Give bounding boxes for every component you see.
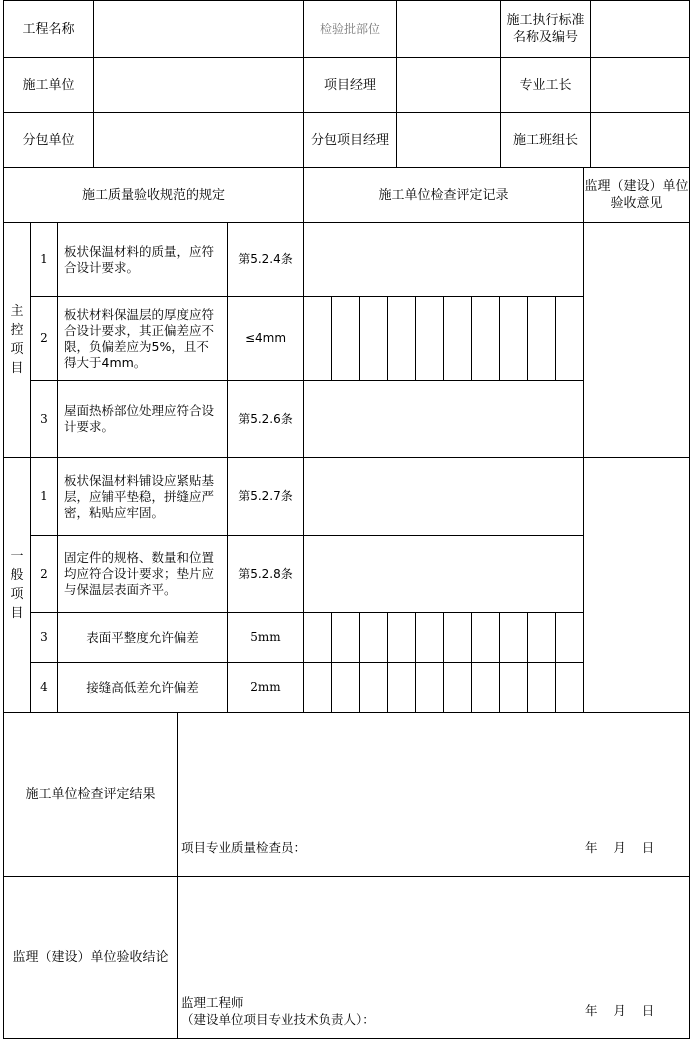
record-column-header: 施工单位检查评定记录 xyxy=(378,187,509,203)
conclusion-label: 监理（建设）单位验收结论 xyxy=(12,950,169,965)
sub-project-manager-value[interactable] xyxy=(397,113,500,167)
item-text: 板状保温材料的质量，应符合设计要求。 xyxy=(64,243,215,275)
item-number: 1 xyxy=(40,489,48,503)
group-char: 控 xyxy=(10,323,24,338)
supervision-column-header xyxy=(584,168,689,222)
measurement-cell-divider xyxy=(499,296,500,380)
measurement-cell-divider xyxy=(415,296,416,380)
measurement-cell-divider xyxy=(331,296,332,380)
inspection-part-label: 检验批部位 xyxy=(319,21,380,36)
item-clause: 5mm xyxy=(250,630,281,644)
item-text: 固定件的规格、数量和位置均应符合设计要求；垫片应与保温层表面齐平。 xyxy=(64,550,215,597)
construction-unit-value[interactable] xyxy=(94,58,303,112)
project-manager-value[interactable] xyxy=(397,58,500,112)
item-text: 板状保温材料铺设应紧贴基层，应铺平垫稳，拼缝应严密，粘贴应牢固。 xyxy=(64,472,215,520)
item-number: 2 xyxy=(40,566,48,581)
foreman-value[interactable] xyxy=(591,58,689,112)
group-char: 项 xyxy=(10,342,24,357)
measurement-cell-divider xyxy=(443,296,444,380)
inspector-label: 项目专业质量检查员： xyxy=(181,840,307,855)
result-date: 年 月 日 xyxy=(585,840,655,855)
standard-label-line1: 施工执行标准 xyxy=(506,13,585,28)
group-char: 主 xyxy=(10,304,24,319)
standard-value[interactable] xyxy=(591,1,689,57)
group-char: 目 xyxy=(10,361,24,376)
measurement-cell-divider xyxy=(443,612,444,712)
item-text: 表面平整度允许偏差 xyxy=(86,630,199,645)
group-char: 项 xyxy=(10,587,24,602)
conclusion-date: 年 月 日 xyxy=(585,1003,655,1018)
team-leader-label: 施工班组长 xyxy=(512,132,578,148)
measurement-cell-divider xyxy=(415,612,416,712)
general-group-label xyxy=(4,458,30,712)
item-number: 3 xyxy=(40,630,48,644)
item-text: 板状材料保温层的厚度应符合设计要求，其正偏差应不限，负偏差应为5%，且不得大于4mm。 xyxy=(64,306,215,370)
group-char: 般 xyxy=(10,568,24,583)
team-leader-value[interactable] xyxy=(591,113,689,167)
item-clause: 2mm xyxy=(250,680,281,694)
result-label: 施工单位检查评定结果 xyxy=(25,787,156,802)
measurement-cell-divider xyxy=(555,612,556,712)
item-clause: 第5.2.8条 xyxy=(238,566,293,581)
standard-label xyxy=(501,1,590,57)
project-manager-label: 项目经理 xyxy=(323,77,376,93)
item-number: 4 xyxy=(40,680,48,694)
measurement-cell-divider xyxy=(387,612,388,712)
measurement-cell-divider xyxy=(555,296,556,380)
divider xyxy=(583,167,584,712)
measurement-cell-divider xyxy=(527,296,528,380)
item-number: 1 xyxy=(40,252,48,266)
border-right xyxy=(689,0,690,1039)
item-clause: ≤4mm xyxy=(244,331,287,345)
measurement-cell-divider xyxy=(499,612,500,712)
item-clause: 第5.2.4条 xyxy=(238,252,293,266)
item-text: 接缝高低差允许偏差 xyxy=(86,680,199,695)
measurement-cell-divider xyxy=(331,612,332,712)
subcontractor-value[interactable] xyxy=(94,113,303,167)
supervision-header-line1: 监理（建设）单位 xyxy=(584,179,689,194)
engineer-label-line1: 监理工程师 xyxy=(181,995,244,1010)
standard-label-line2: 名称及编号 xyxy=(512,30,578,45)
construction-unit-label: 施工单位 xyxy=(22,77,75,93)
measurement-cell-divider xyxy=(359,296,360,380)
supervision-header-line2: 验收意见 xyxy=(610,196,663,211)
project-name-label: 工程名称 xyxy=(22,21,75,37)
item-text: 屋面热桥部位处理应符合设计要求。 xyxy=(64,403,215,434)
sub-project-manager-label: 分包项目经理 xyxy=(310,132,389,148)
main-control-group-label xyxy=(4,223,30,457)
inspection-part-value[interactable] xyxy=(397,1,500,57)
measurement-cell-divider xyxy=(359,612,360,712)
border-bottom xyxy=(3,1038,690,1039)
measurement-cell-divider xyxy=(527,612,528,712)
item-clause: 第5.2.6条 xyxy=(238,411,293,426)
group-char: 一 xyxy=(10,549,24,564)
measurement-cell-divider xyxy=(387,296,388,380)
divider xyxy=(177,712,178,1039)
group-char: 目 xyxy=(10,606,24,621)
item-number: 3 xyxy=(40,411,48,426)
item-number: 2 xyxy=(40,331,48,345)
item-clause: 第5.2.7条 xyxy=(238,489,293,503)
measurement-cell-divider xyxy=(471,612,472,712)
engineer-label-line2: （建设单位项目专业技术负责人）： xyxy=(181,1012,375,1027)
project-name-value[interactable] xyxy=(94,1,303,57)
subcontractor-label: 分包单位 xyxy=(22,132,75,148)
foreman-label: 专业工长 xyxy=(519,77,572,93)
spec-column-header: 施工质量验收规范的规定 xyxy=(81,187,225,203)
measurement-cell-divider xyxy=(471,296,472,380)
